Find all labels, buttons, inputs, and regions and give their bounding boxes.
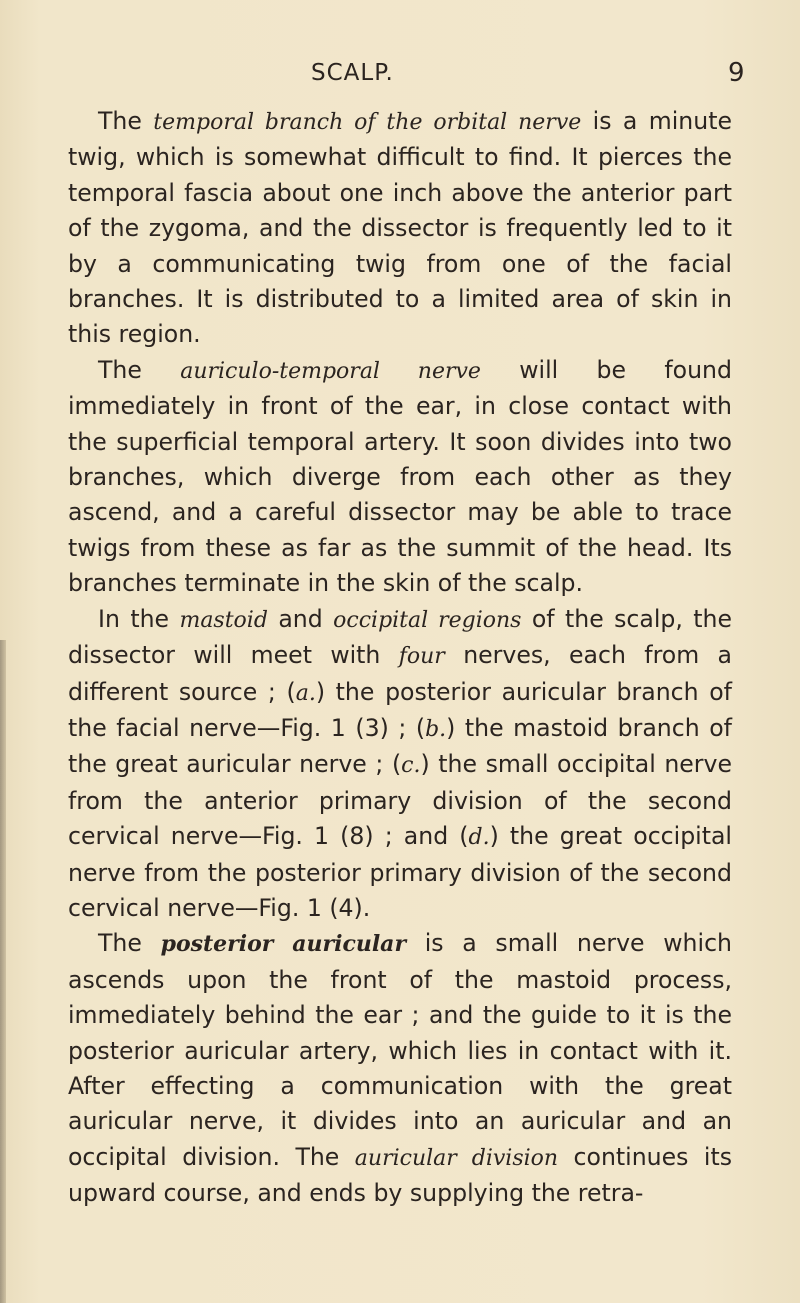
text-run: ) the posterior auricular branch of the facial nerve—Fig. 1 (3) ; ( <box>68 677 732 742</box>
text-run: and <box>267 604 334 633</box>
italic-term: b. <box>425 716 447 742</box>
italic-term: mastoid <box>179 607 268 633</box>
running-head: SCALP. <box>311 60 394 86</box>
text-run: of the scalp, the dissector will meet with <box>68 604 732 670</box>
page-header <box>0 52 800 92</box>
italic-term: c. <box>401 753 421 779</box>
text-run: ) the small occipital nerve from the anterior primary division of the second cervical nerve—Fig. 1 (8) ; and ( <box>68 750 732 851</box>
italic-term: auricular division <box>354 1145 559 1171</box>
page-number: 9 <box>728 58 745 88</box>
text-run: ) the mastoid branch of the great auricular nerve ; ( <box>68 713 732 779</box>
text-run: nerves, each from a different source ; ( <box>68 641 732 706</box>
text-run: ) the great occipital nerve from the posterior primary division of the second cervical nerve—Fig. 1 (4). <box>68 822 732 922</box>
paragraph-posterior-auricular <box>68 926 732 1211</box>
text-run: The <box>98 107 154 135</box>
text-run: The <box>98 929 161 958</box>
italic-term: posterior auricular <box>160 931 407 958</box>
text-run: will be found immediately in front of the ear, in close contact with the superficial temporal artery. It soon divides into two branches, which diverge from each other as they ascend, and a careful dissector may be able to trace twigs from these as far as the summit of the head. Its branches terminate in the skin of the scalp. <box>68 355 732 598</box>
italic-term: auriculo-temporal nerve <box>180 358 481 384</box>
text-run: is a minute twig, which is somewhat difficult to find. It pierces the temporal fascia about one inch above the anterior part of the zygoma, and the dissector is frequently led to it by a communicating twig from one of the facial branches. It is distributed to a limited area of skin in this region. <box>68 107 732 349</box>
paragraph-temporal-branch <box>68 104 732 353</box>
text-run: In the <box>98 604 180 633</box>
page-binding-shadow <box>0 640 6 1303</box>
paragraph-auriculo-temporal <box>68 353 732 602</box>
paragraph-mastoid-occipital <box>68 602 732 927</box>
italic-term: four <box>398 644 445 670</box>
italic-term: temporal branch of the orbital nerve <box>153 110 582 135</box>
text-run: The <box>98 355 181 384</box>
italic-term: d. <box>468 825 490 851</box>
text-run: continues its upward course, and ends by supplying the retra- <box>68 1142 732 1208</box>
body-text <box>68 104 732 1212</box>
text-run: is a small nerve which ascends upon the front of the mastoid process, immediately behind the ear ; and the guide to it is the posterior auricular artery, which lies in contact with it. After effecting a communication with the great auricular nerve, it divides into an auricular and an occipital division. The <box>68 929 732 1171</box>
italic-term: a. <box>295 680 316 706</box>
italic-term: occipital regions <box>333 607 522 633</box>
